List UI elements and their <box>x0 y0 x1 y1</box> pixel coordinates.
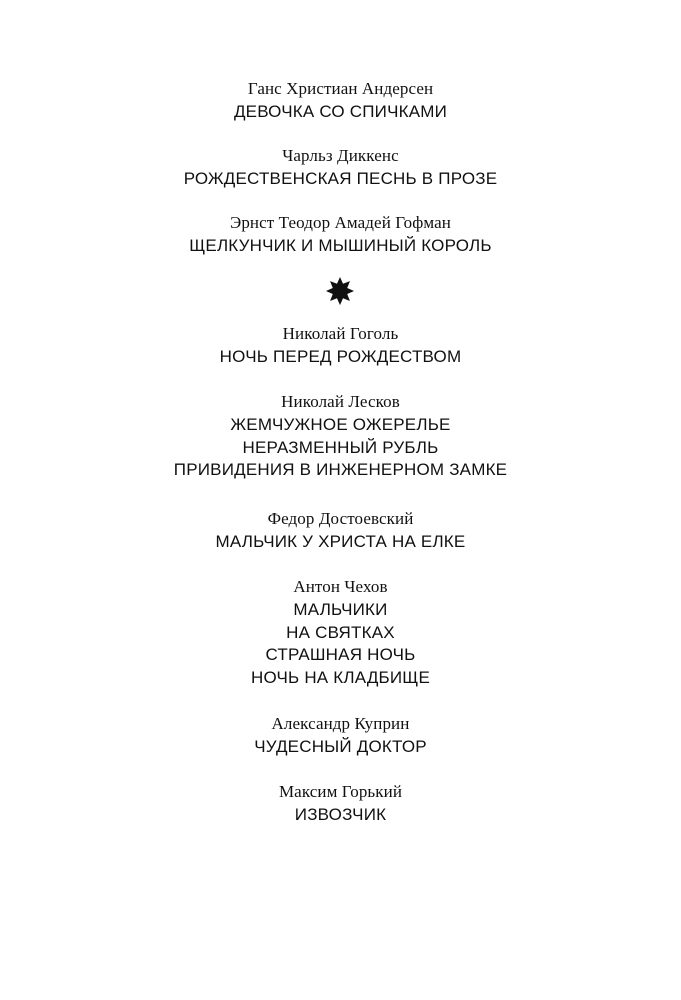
section-andersen <box>0 78 681 124</box>
work-title: МАЛЬЧИКИ <box>293 600 388 619</box>
work-title: НЕРАЗМЕННЫЙ РУБЛЬ <box>242 437 439 457</box>
section-gorky <box>0 781 681 827</box>
work-title: СТРАШНАЯ НОЧЬ <box>265 645 416 664</box>
work-title: ЖЕМЧУЖНОЕ ОЖЕРЕЛЬЕ <box>230 415 451 434</box>
work-title: ПРИВИДЕНИЯ В ИНЖЕНЕРНОМ ЗАМКЕ <box>173 460 508 479</box>
author-name: Ганс Христиан Андерсен <box>247 79 434 98</box>
section-hoffmann <box>0 212 681 258</box>
eight-point-star-icon <box>325 275 355 307</box>
author-name: Антон Чехов <box>293 577 388 596</box>
author-name: Максим Горький <box>278 782 403 801</box>
work-title: НОЧЬ НА КЛАДБИЩЕ <box>250 667 430 687</box>
work-title: ИЗВОЗЧИК <box>294 805 387 824</box>
author-name: Николай Лесков <box>281 392 400 411</box>
author-name: Николай Гоголь <box>282 324 399 343</box>
section-gogol <box>0 323 681 369</box>
author-name: Федор Достоевский <box>267 509 414 528</box>
section-kuprin <box>0 713 681 759</box>
author-name: Александр Куприн <box>271 714 410 733</box>
section-leskov <box>0 391 681 482</box>
work-title: РОЖДЕСТВЕНСКАЯ ПЕСНЬ В ПРОЗЕ <box>183 169 498 188</box>
section-dostoevsky <box>0 508 681 554</box>
author-name: Эрнст Теодор Амадей Гофман <box>230 213 451 232</box>
work-title: НОЧЬ ПЕРЕД РОЖДЕСТВОМ <box>219 347 462 366</box>
work-title: ЩЕЛКУНЧИК И МЫШИНЫЙ КОРОЛЬ <box>189 236 492 255</box>
work-title: ДЕВОЧКА СО СПИЧКАМИ <box>233 102 448 121</box>
author-name: Чарльз Диккенс <box>282 146 399 165</box>
section-chekhov <box>0 576 681 689</box>
work-title: МАЛЬЧИК У ХРИСТА НА ЕЛКЕ <box>215 532 466 551</box>
work-title: ЧУДЕСНЫЙ ДОКТОР <box>254 737 427 756</box>
work-title: НА СВЯТКАХ <box>286 622 395 642</box>
section-dickens <box>0 145 681 191</box>
